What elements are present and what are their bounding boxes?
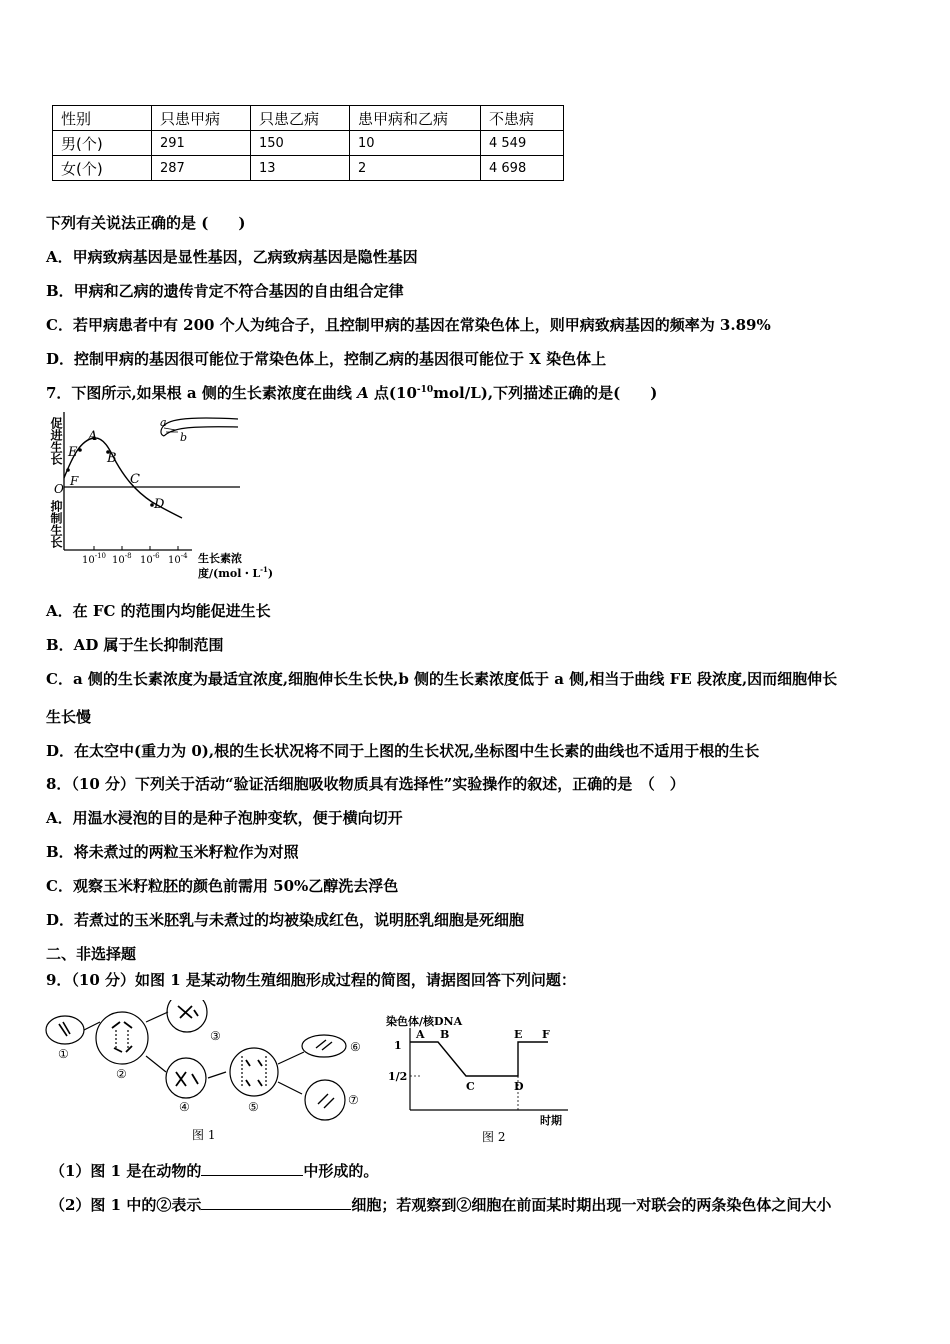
cell-5-chromosomes: [246, 1060, 262, 1086]
point-c-label: C: [130, 472, 140, 487]
root-tip: [161, 428, 164, 436]
table-cell: 150: [251, 131, 350, 156]
x-label-line1: 生长素浓: [198, 552, 242, 565]
point-d-label: D: [154, 497, 165, 512]
table-cell: 2: [350, 156, 481, 181]
cell-3-chromosomes: [178, 1006, 198, 1018]
table-cell: 4 698: [481, 156, 564, 181]
cell-5: [230, 1048, 278, 1096]
section-heading: 二、非选择题: [46, 945, 137, 963]
point-f-label: F: [70, 474, 79, 488]
root-label-a: a: [160, 416, 167, 429]
cell-6: [302, 1035, 346, 1057]
table-row: [53, 131, 564, 156]
figure-2-caption: 图 2: [482, 1130, 506, 1144]
cell-label-3: ③: [210, 1029, 221, 1043]
q9-sub2: [50, 1194, 831, 1215]
origin-label: O: [54, 482, 64, 496]
table-header-cell: 只患乙病: [251, 106, 350, 131]
ratio-point-label: B: [440, 1028, 450, 1041]
cell-label-5: ⑤: [248, 1100, 259, 1114]
cell-1-chromosomes: [59, 1022, 70, 1036]
tick-label: $10^{-8}$: [112, 552, 132, 566]
cell-2-chromosomes: [112, 1022, 132, 1052]
arrow-5-7: [278, 1082, 302, 1094]
q9-sub1-pre: （1）图 1 是在动物的: [50, 1162, 202, 1180]
chart-y-tick-1: 1: [394, 1039, 402, 1052]
table-cell: 13: [251, 156, 350, 181]
q7-option-b: B．AD 属于生长抑制范围: [46, 636, 224, 654]
answer-blank-2[interactable]: [201, 1195, 351, 1210]
tick-label: $10^{-4}$: [168, 552, 188, 566]
cell-label-7: ⑦: [348, 1093, 359, 1107]
arrow-2-4: [146, 1056, 166, 1072]
point-a-label: A: [88, 429, 98, 444]
q7-stem-pre: 7．下图所示,如果根 a 侧的生长素浓度在曲线: [46, 384, 352, 402]
q7-option-d: D．在太空中(重力为 0),根的生长状况将不同于上图的生长状况,坐标图中生长素的曲线也不适用于根的生长: [46, 742, 760, 760]
table-cell: 287: [152, 156, 251, 181]
q7-stem-mid: 点(10: [368, 384, 417, 402]
q7-stem-sup: -10: [416, 385, 434, 395]
cell-1: [46, 1016, 84, 1044]
ratio-point-label: C: [466, 1080, 475, 1093]
x-label-line2: 度/(mol・$L^{-1}$): [198, 565, 274, 580]
chart-y-tick-half: 1/2: [388, 1070, 408, 1083]
arrow-5-6: [278, 1052, 304, 1064]
table-header-cell: 只患甲病: [152, 106, 251, 131]
cell-label-4: ④: [179, 1100, 190, 1114]
q7-stem-point: A: [357, 384, 369, 402]
table-header-cell: 性别: [53, 106, 152, 131]
root-lower-edge: [164, 427, 238, 436]
q9-sub2-post: 细胞；若观察到②细胞在前面某时期出现一对联会的两条染色体之间大小: [351, 1196, 832, 1214]
table-row: [53, 156, 564, 181]
point-f-dot: [66, 468, 70, 472]
answer-blank-1[interactable]: [201, 1161, 303, 1176]
ratio-point-label: E: [514, 1028, 523, 1041]
table-cell: 4 549: [481, 131, 564, 156]
q6-option-d: D．控制甲病的基因很可能位于常染色体上，控制乙病的基因很可能位于 X 染色体上: [46, 350, 607, 368]
q8-stem: 8．（10 分）下列关于活动“验证活细胞吸收物质具有选择性”实验操作的叙述，正确的是 （ ）: [46, 775, 685, 793]
cell-7-chromosomes: [318, 1094, 334, 1108]
cell-4-chromosomes: [176, 1072, 198, 1086]
q7-option-c: C．a 侧的生长素浓度为最适宜浓度,细胞伸长生长快,b 侧的生长素浓度低于 a 侧,相当于曲线 FE 段浓度,因而细胞伸长: [46, 670, 838, 688]
cell-division-figure: [42, 1000, 382, 1146]
q7-stem: [46, 382, 657, 403]
table-cell: 女(个): [53, 156, 152, 181]
q6-option-b: B．甲病和乙病的遗传肯定不符合基因的自由组合定律: [46, 282, 404, 300]
y-label-inhibit: 抑制生长: [49, 500, 63, 548]
cell-3: [167, 1000, 207, 1032]
cell-label-6: ⑥: [350, 1040, 361, 1054]
cell-4: [166, 1058, 206, 1098]
tick-label: $10^{-6}$: [140, 552, 160, 566]
q6-stem: 下列有关说法正确的是 ( ): [46, 214, 246, 232]
arrow-4-5: [208, 1072, 226, 1078]
q6-option-a: A．甲病致病基因是显性基因，乙病致病基因是隐性基因: [46, 248, 418, 266]
ratio-point-label: D: [514, 1080, 524, 1093]
ratio-point-label: A: [416, 1028, 425, 1041]
ratio-series-line: [410, 1042, 548, 1076]
data-table: [52, 105, 564, 181]
point-b-label: B: [107, 451, 117, 466]
q8-option-c: C．观察玉米籽粒胚的颜色前需用 50%乙醇洗去浮色: [46, 877, 399, 895]
point-e-dot: [78, 448, 82, 452]
q9-sub1-post: 中形成的。: [303, 1162, 379, 1180]
cell-2-spindle: [116, 1030, 128, 1048]
table-header-row: [53, 106, 564, 131]
root-label-b: b: [180, 431, 188, 444]
cell-2: [96, 1012, 148, 1064]
cell-label-1: ①: [58, 1047, 69, 1061]
point-e-label: E: [68, 445, 78, 460]
cell-7: [305, 1080, 345, 1120]
ratio-point-label: F: [542, 1028, 550, 1041]
q7-option-c-cont: 生长慢: [46, 708, 92, 726]
q9-sub2-pre: （2）图 1 中的②表示: [50, 1196, 202, 1214]
table-header-cell: 不患病: [481, 106, 564, 131]
ratio-chart: [380, 1010, 590, 1146]
q7-stem-post: mol/L),下列描述正确的是( ): [433, 384, 658, 402]
table-cell: 男(个): [53, 131, 152, 156]
q9-stem: 9．（10 分）如图 1 是某动物生殖细胞形成过程的简图，请据图回答下列问题：: [46, 971, 576, 989]
auxin-graph: [42, 410, 282, 586]
q7-option-a: A．在 FC 的范围内均能促进生长: [46, 602, 271, 620]
chart-x-label: 时期: [540, 1114, 562, 1127]
y-label-promote: 促进生长: [49, 417, 63, 465]
chart-y-label: 染色体/核DNA: [386, 1015, 463, 1028]
table-header-cell: 患甲病和乙病: [350, 106, 481, 131]
q8-option-a: A．用温水浸泡的目的是种子泡肿变软，便于横向切开: [46, 809, 403, 827]
cell-label-2: ②: [116, 1067, 127, 1081]
figure-1-caption: 图 1: [192, 1128, 216, 1142]
q9-sub1: [50, 1160, 378, 1181]
q8-option-d: D．若煮过的玉米胚乳与未煮过的均被染成红色，说明胚乳细胞是死细胞: [46, 911, 525, 929]
q6-option-c: C．若甲病患者中有 200 个人为纯合子，且控制甲病的基因在常染色体上，则甲病致病基因的频率为 3.89%: [46, 316, 771, 334]
table-cell: 10: [350, 131, 481, 156]
q8-option-b: B．将未煮过的两粒玉米籽粒作为对照: [46, 843, 299, 861]
arrow-2-3: [146, 1012, 168, 1022]
tick-label: $10^{-10}$: [82, 552, 107, 566]
table-cell: 291: [152, 131, 251, 156]
cell-6-chromosomes: [316, 1040, 332, 1050]
